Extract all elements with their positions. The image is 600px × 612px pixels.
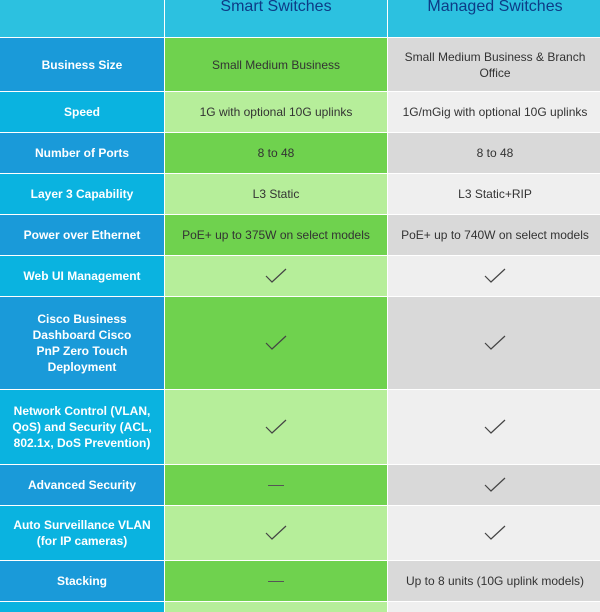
row-label-cisco-dashboard: Cisco Business Dashboard Cisco PnP Zero Touch Deployment xyxy=(0,297,164,389)
check-icon xyxy=(265,268,287,284)
row-label-number-of-ports: Number of Ports xyxy=(0,133,164,173)
managed-number-of-ports: 8 to 48 xyxy=(388,133,600,173)
smart-number-of-ports: 8 to 48 xyxy=(165,133,387,173)
row-label-stacking: Stacking xyxy=(0,561,164,601)
smart-advanced-security xyxy=(165,465,387,505)
smart-partial xyxy=(165,602,387,612)
check-icon xyxy=(265,525,287,541)
smart-network-control xyxy=(165,390,387,464)
managed-business-size: Small Medium Business & Branch Office xyxy=(388,38,600,91)
check-icon xyxy=(265,419,287,435)
dash-icon xyxy=(268,581,284,582)
smart-cisco-dashboard xyxy=(165,297,387,389)
smart-layer3: L3 Static xyxy=(165,174,387,214)
row-label-layer3: Layer 3 Capability xyxy=(0,174,164,214)
row-label-partial xyxy=(0,602,164,612)
smart-poe: PoE+ up to 375W on select models xyxy=(165,215,387,255)
smart-auto-surveillance xyxy=(165,506,387,560)
header-smart-switches xyxy=(165,0,387,37)
smart-business-size: Small Medium Business xyxy=(165,38,387,91)
row-label-network-control: Network Control (VLAN, QoS) and Security (ACL, 802.1x, DoS Prevention) xyxy=(0,390,164,464)
managed-network-control xyxy=(388,390,600,464)
smart-speed: 1G with optional 10G uplinks xyxy=(165,92,387,132)
header-smart-label: Smart Switches xyxy=(220,0,332,15)
managed-partial xyxy=(388,602,600,612)
check-icon xyxy=(265,335,287,351)
check-icon xyxy=(484,268,506,284)
managed-poe: PoE+ up to 740W on select models xyxy=(388,215,600,255)
dash-icon xyxy=(268,485,284,486)
row-label-business-size: Business Size xyxy=(0,38,164,91)
header-managed-switches xyxy=(388,0,600,37)
smart-stacking xyxy=(165,561,387,601)
row-label-web-ui: Web UI Management xyxy=(0,256,164,296)
check-icon xyxy=(484,419,506,435)
row-label-auto-surveillance: Auto Surveillance VLAN (for IP cameras) xyxy=(0,506,164,560)
managed-auto-surveillance xyxy=(388,506,600,560)
row-label-speed: Speed xyxy=(0,92,164,132)
row-label-advanced-security: Advanced Security xyxy=(0,465,164,505)
managed-advanced-security xyxy=(388,465,600,505)
managed-web-ui xyxy=(388,256,600,296)
check-icon xyxy=(484,525,506,541)
check-icon xyxy=(484,477,506,493)
header-blank-cell xyxy=(0,0,164,37)
smart-web-ui xyxy=(165,256,387,296)
managed-stacking: Up to 8 units (10G uplink models) xyxy=(388,561,600,601)
managed-layer3: L3 Static+RIP xyxy=(388,174,600,214)
managed-cisco-dashboard xyxy=(388,297,600,389)
row-label-poe: Power over Ethernet xyxy=(0,215,164,255)
check-icon xyxy=(484,335,506,351)
header-managed-label: Managed Switches xyxy=(427,0,563,15)
managed-speed: 1G/mGig with optional 10G uplinks xyxy=(388,92,600,132)
